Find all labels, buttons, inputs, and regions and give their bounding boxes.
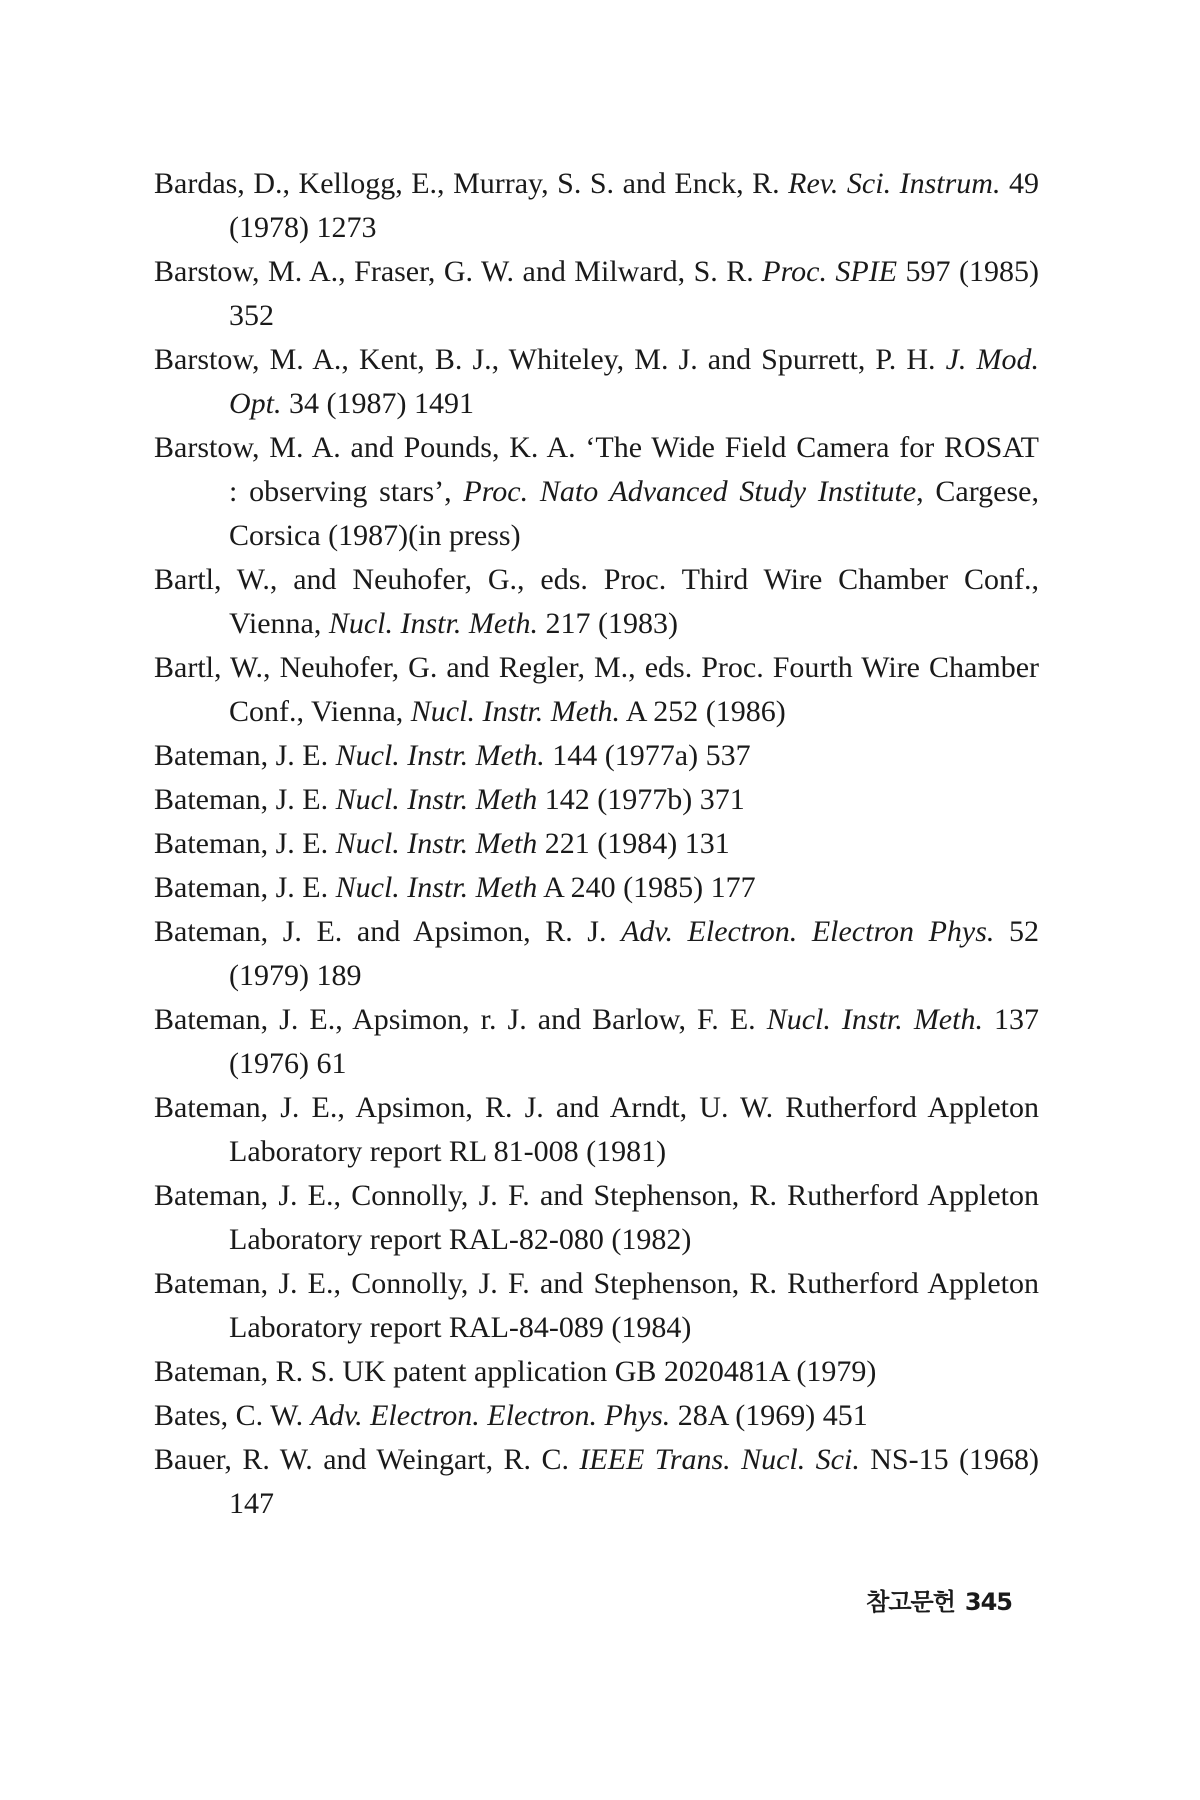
journal-title: Proc. Nato Advanced Study Institute <box>463 475 917 508</box>
reference-line <box>154 1394 1039 1438</box>
reference-text: (1978) 1273 <box>229 211 377 244</box>
reference-entry <box>154 1262 1039 1350</box>
reference-text: 147 <box>229 1487 274 1520</box>
journal-title: J. Mod. <box>945 343 1039 376</box>
reference-text: A 252 (1986) <box>619 695 786 728</box>
reference-line <box>154 1306 1039 1350</box>
reference-text: : observing stars’, <box>229 475 464 508</box>
reference-text: 28A (1969) 451 <box>670 1399 868 1432</box>
reference-text: 144 (1977a) 537 <box>544 739 751 772</box>
reference-text: Bates, C. W. <box>154 1399 311 1432</box>
reference-line <box>154 1350 1039 1394</box>
reference-line <box>154 822 1039 866</box>
reference-text: Barstow, M. A., Kent, B. J., Whiteley, M. J. and Spurrett, P. H. <box>154 343 946 376</box>
reference-text: 49 <box>1000 167 1039 200</box>
reference-text: Bateman, J. E., Apsimon, R. J. and Arndt, U. W. Rutherford Appleton <box>154 1091 1039 1124</box>
reference-line <box>154 338 1039 382</box>
reference-text: , Cargese, <box>916 475 1039 508</box>
reference-text: Barstow, M. A. and Pounds, K. A. ‘The Wide Field Camera for ROSAT <box>154 431 1039 464</box>
reference-line <box>154 866 1039 910</box>
journal-title: IEEE Trans. Nucl. Sci. <box>579 1443 860 1476</box>
reference-line <box>154 206 1039 250</box>
reference-line <box>154 514 1039 558</box>
section-title: 참고문헌 <box>866 1588 955 1616</box>
reference-text: Bauer, R. W. and Weingart, R. C. <box>154 1443 580 1476</box>
journal-title: Nucl. Instr. Meth. <box>328 607 538 640</box>
reference-list <box>154 162 1039 1526</box>
reference-line <box>154 426 1039 470</box>
reference-text: (1979) 189 <box>229 959 362 992</box>
reference-entry <box>154 250 1039 338</box>
reference-line <box>154 1262 1039 1306</box>
reference-line <box>154 1042 1039 1086</box>
reference-text: 352 <box>229 299 274 332</box>
reference-text: Laboratory report RL 81-008 (1981) <box>229 1135 667 1168</box>
reference-entry <box>154 734 1039 778</box>
journal-title: Adv. Electron. Electron Phys. <box>621 915 995 948</box>
reference-entry <box>154 646 1039 734</box>
reference-text: Bateman, J. E. and Apsimon, R. J. <box>154 915 622 948</box>
reference-entry <box>154 1438 1039 1526</box>
reference-entry <box>154 338 1039 426</box>
journal-title: Nucl. Instr. Meth <box>335 783 538 816</box>
reference-text: 34 (1987) 1491 <box>281 387 474 420</box>
journal-title: Opt. <box>229 387 282 420</box>
reference-text: Bateman, J. E. <box>154 827 336 860</box>
reference-text: (1976) 61 <box>229 1047 347 1080</box>
reference-line <box>154 470 1039 514</box>
reference-text: Bartl, W., Neuhofer, G. and Regler, M., eds. Proc. Fourth Wire Chamber <box>154 651 1039 684</box>
reference-entry <box>154 1086 1039 1174</box>
reference-entry <box>154 822 1039 866</box>
reference-entry <box>154 162 1039 250</box>
journal-title: Nucl. Instr. Meth <box>335 871 538 904</box>
reference-line <box>154 1218 1039 1262</box>
reference-line <box>154 778 1039 822</box>
reference-text: Bateman, J. E. <box>154 739 336 772</box>
reference-line <box>154 1130 1039 1174</box>
page-footer <box>856 1582 1012 1617</box>
reference-text: Bateman, J. E., Connolly, J. F. and Stephenson, R. Rutherford Appleton <box>154 1179 1039 1212</box>
reference-text: Bateman, J. E. <box>154 871 336 904</box>
reference-entry <box>154 1350 1039 1394</box>
page-number: 345 <box>964 1588 1012 1616</box>
reference-line <box>154 646 1039 690</box>
journal-title: Adv. Electron. Electron. Phys. <box>310 1399 671 1432</box>
reference-entry <box>154 1394 1039 1438</box>
reference-entry <box>154 1174 1039 1262</box>
reference-entry <box>154 910 1039 998</box>
reference-line <box>154 1482 1039 1526</box>
reference-entry <box>154 866 1039 910</box>
reference-line <box>154 558 1039 602</box>
reference-line <box>154 734 1039 778</box>
reference-text: Bateman, R. S. UK patent application GB 2020481A (1979) <box>154 1355 877 1388</box>
reference-entry <box>154 778 1039 822</box>
reference-line <box>154 162 1039 206</box>
reference-entry <box>154 426 1039 558</box>
reference-entry <box>154 998 1039 1086</box>
reference-text: NS-15 (1968) <box>859 1443 1039 1476</box>
reference-text: Conf., Vienna, <box>229 695 411 728</box>
reference-line <box>154 690 1039 734</box>
reference-text: A 240 (1985) 177 <box>537 871 756 904</box>
reference-text: Vienna, <box>229 607 329 640</box>
reference-line <box>154 294 1039 338</box>
journal-title: Nucl. Instr. Meth. <box>766 1003 983 1036</box>
reference-line <box>154 1086 1039 1130</box>
reference-text: 221 (1984) 131 <box>537 827 730 860</box>
reference-text: Bateman, J. E. <box>154 783 336 816</box>
reference-text: 137 <box>982 1003 1039 1036</box>
reference-line <box>154 602 1039 646</box>
journal-title: Rev. Sci. Instrum. <box>788 167 1001 200</box>
reference-text: Barstow, M. A., Fraser, G. W. and Milward, S. R. <box>154 255 763 288</box>
reference-text: 52 <box>994 915 1039 948</box>
journal-title: Proc. SPIE <box>762 255 898 288</box>
reference-text: Laboratory report RAL-84-089 (1984) <box>229 1311 692 1344</box>
reference-text: 597 (1985) <box>897 255 1039 288</box>
reference-text: Bartl, W., and Neuhofer, G., eds. Proc. Third Wire Chamber Conf., <box>154 563 1039 596</box>
reference-text: Corsica (1987)(in press) <box>229 519 521 552</box>
reference-line <box>154 1174 1039 1218</box>
reference-line <box>154 382 1039 426</box>
reference-text: Bateman, J. E., Connolly, J. F. and Stephenson, R. Rutherford Appleton <box>154 1267 1039 1300</box>
reference-text: Laboratory report RAL-82-080 (1982) <box>229 1223 692 1256</box>
reference-line <box>154 998 1039 1042</box>
journal-title: Nucl. Instr. Meth. <box>410 695 620 728</box>
reference-entry <box>154 558 1039 646</box>
reference-text: 217 (1983) <box>538 607 678 640</box>
reference-line <box>154 1438 1039 1482</box>
reference-text: Bateman, J. E., Apsimon, r. J. and Barlow, F. E. <box>154 1003 767 1036</box>
reference-line <box>154 250 1039 294</box>
reference-line <box>154 954 1039 998</box>
reference-text: Bardas, D., Kellogg, E., Murray, S. S. and Enck, R. <box>154 167 789 200</box>
journal-title: Nucl. Instr. Meth. <box>335 739 545 772</box>
journal-title: Nucl. Instr. Meth <box>335 827 538 860</box>
reference-text: 142 (1977b) 371 <box>537 783 745 816</box>
reference-line <box>154 910 1039 954</box>
